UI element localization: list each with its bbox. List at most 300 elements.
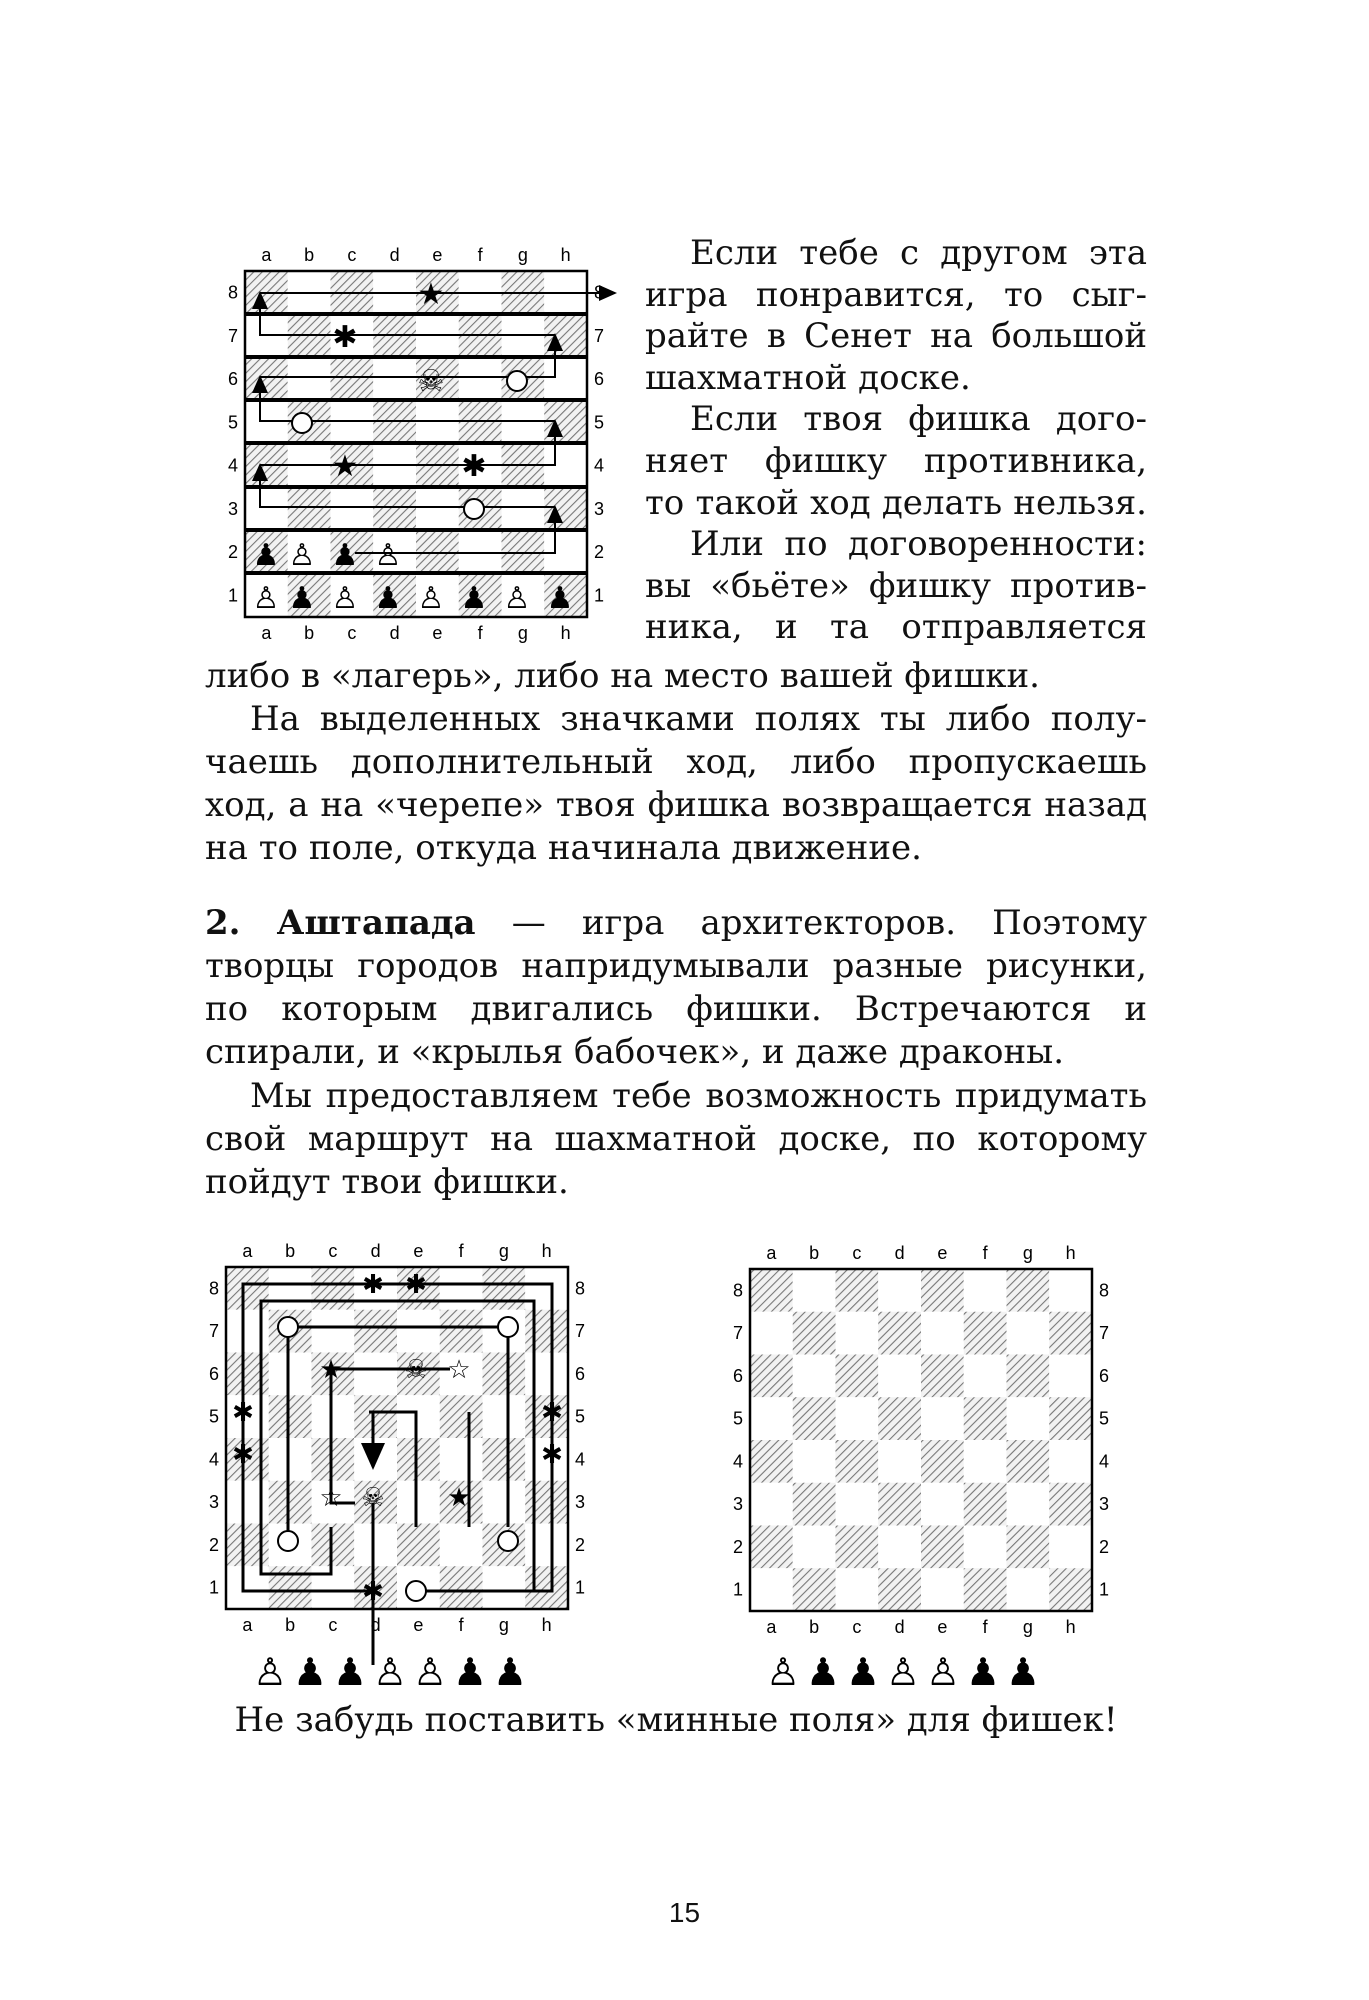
right-pawn-row — [763, 1645, 1063, 1695]
dark-square — [750, 1269, 793, 1312]
coordinate-label: h — [541, 1615, 552, 1635]
text-line: ника, и та отправляется — [645, 607, 1147, 648]
coordinate-label: 3 — [732, 1494, 744, 1515]
coordinate-label: 5 — [732, 1408, 744, 1429]
coordinate-label: 4 — [1098, 1451, 1110, 1472]
light-square — [397, 1310, 440, 1353]
star-icon: ★ — [447, 1482, 471, 1512]
asterisk-icon: ✱ — [541, 1397, 563, 1427]
dark-square — [878, 1568, 921, 1611]
coordinate-label: f — [982, 1617, 988, 1637]
dark-square — [921, 1440, 964, 1483]
light-square — [878, 1440, 921, 1483]
text-line: спирали, и «крылья бабочек», и даже драконы. — [205, 1032, 1065, 1072]
text-line: шахматной доске. — [645, 357, 971, 398]
coordinate-label: 5 — [593, 412, 605, 433]
text-line: вы «бьёте» фишку против- — [645, 565, 1147, 606]
text-line: Если тебе с другом эта — [690, 233, 1147, 273]
light-square — [269, 1353, 312, 1396]
dark-square — [921, 1526, 964, 1569]
coordinate-label: 6 — [593, 369, 605, 390]
asterisk-icon: ✱ — [332, 321, 358, 354]
light-square — [544, 358, 587, 401]
caption: Не забудь поставить «минные поля» для фишек! — [234, 1700, 1118, 1740]
coordinate-label: 1 — [574, 1577, 586, 1598]
dark-square — [793, 1568, 836, 1611]
coordinate-label: 7 — [574, 1321, 586, 1342]
light-square — [269, 1267, 312, 1310]
coordinate-label: 7 — [208, 1321, 220, 1342]
dark-square — [964, 1568, 1007, 1611]
black-pawn-icon: ♟ — [331, 539, 359, 572]
coordinate-label: h — [541, 1241, 552, 1261]
text-line: то такой ход делать нельзя. — [645, 482, 1147, 523]
coordinate-label: e — [432, 245, 443, 265]
coordinate-label: c — [328, 1241, 338, 1261]
light-square — [836, 1568, 879, 1611]
special-squares-paragraph — [205, 698, 1147, 870]
white-pawn-icon: ♙ — [252, 1652, 288, 1694]
text-line: свой маршрут на шахматной доске, по которому — [205, 1119, 1147, 1159]
coordinate-label: 5 — [208, 1406, 220, 1427]
light-square — [750, 1568, 793, 1611]
coordinate-label: 2 — [593, 542, 605, 563]
light-square — [1049, 1269, 1092, 1312]
text-line: либо в «лагерь», либо на место вашей фишки. — [205, 656, 1040, 696]
coordinate-label: 1 — [732, 1579, 744, 1600]
coordinate-label: e — [937, 1617, 948, 1637]
coordinate-label: 1 — [227, 585, 239, 606]
light-square — [878, 1269, 921, 1312]
dark-square — [1007, 1355, 1050, 1398]
dark-square — [750, 1355, 793, 1398]
coordinate-label: 1 — [1098, 1579, 1110, 1600]
ashtapada-route-diagram — [200, 1235, 610, 1675]
coordinate-label: 2 — [208, 1534, 220, 1555]
dark-square — [269, 1481, 312, 1524]
dark-square — [312, 1267, 355, 1310]
coordinate-label: 8 — [593, 282, 605, 303]
dark-square — [878, 1312, 921, 1355]
light-square — [440, 1524, 483, 1567]
coordinate-label: e — [937, 1243, 948, 1263]
dark-square — [354, 1395, 397, 1438]
dark-square — [354, 1310, 397, 1353]
coordinate-label: 1 — [208, 1577, 220, 1598]
coordinate-label: d — [370, 1241, 381, 1261]
dark-square — [245, 358, 288, 401]
outline-star-icon: ☆ — [319, 1482, 343, 1512]
light-square — [1049, 1440, 1092, 1483]
dark-square — [544, 401, 587, 444]
light-square — [397, 1481, 440, 1524]
text-line: райте в Сенет на большой — [645, 316, 1147, 357]
coordinate-label: g — [1022, 1617, 1033, 1637]
light-square — [245, 401, 288, 444]
light-square — [921, 1312, 964, 1355]
text-line: чаешь дополнительный ход, либо пропускаешь — [205, 742, 1147, 782]
light-square — [836, 1312, 879, 1355]
coordinate-label: 2 — [574, 1534, 586, 1555]
light-square — [750, 1483, 793, 1526]
white-pawn-icon: ♙ — [885, 1652, 921, 1694]
dark-square — [1049, 1483, 1092, 1526]
dark-square — [440, 1310, 483, 1353]
light-square — [1007, 1568, 1050, 1611]
white-pawn-icon: ♙ — [412, 1652, 448, 1694]
white-pawn-icon: ♙ — [374, 539, 402, 572]
black-pawn-icon: ♟ — [492, 1652, 528, 1694]
dark-square — [483, 1267, 526, 1310]
coordinate-label: 4 — [593, 455, 605, 476]
light-square — [1049, 1355, 1092, 1398]
circle-icon — [292, 413, 312, 433]
section-title: Аштапада — [276, 903, 476, 943]
text-line: Если твоя фишка дого- — [690, 399, 1147, 440]
coordinate-label: 8 — [208, 1278, 220, 1299]
coordinate-label: a — [766, 1617, 777, 1637]
black-pawn-icon: ♟ — [288, 582, 316, 615]
star-icon: ★ — [331, 450, 359, 483]
dark-square — [483, 1438, 526, 1481]
coordinate-label: 3 — [1098, 1494, 1110, 1515]
light-square — [312, 1310, 355, 1353]
coordinate-label: d — [894, 1243, 905, 1263]
dark-square — [269, 1395, 312, 1438]
dark-square — [1049, 1568, 1092, 1611]
text-line: няет фишку противника, — [645, 440, 1147, 481]
coordinate-label: b — [285, 1615, 296, 1635]
dark-square — [878, 1397, 921, 1440]
text-line — [205, 902, 1147, 945]
coordinate-label: d — [894, 1617, 905, 1637]
light-square — [483, 1481, 526, 1524]
coordinate-label: f — [477, 245, 483, 265]
coordinate-label: 8 — [227, 282, 239, 303]
circle-icon — [498, 1531, 518, 1551]
coordinate-label: 7 — [1098, 1323, 1110, 1344]
dark-square — [921, 1355, 964, 1398]
coordinate-label: 6 — [1098, 1365, 1110, 1386]
text-line: Или по договоренности: — [690, 524, 1147, 565]
senet-board-diagram — [205, 235, 625, 645]
coordinate-label: b — [304, 245, 315, 265]
light-square — [354, 1524, 397, 1567]
ashtapada-paragraph — [205, 902, 1147, 1074]
coordinate-label: h — [560, 623, 571, 643]
dark-square — [525, 1566, 568, 1609]
coordinate-label: 3 — [593, 498, 605, 519]
text-line: игра понравится, то сыг- — [645, 274, 1147, 315]
coordinate-label: c — [328, 1615, 338, 1635]
light-square — [245, 487, 288, 530]
light-square — [964, 1269, 1007, 1312]
light-square — [921, 1397, 964, 1440]
black-pawn-icon: ♟ — [1005, 1652, 1041, 1694]
coordinate-label: c — [852, 1243, 862, 1263]
text-line: На выделенных значками полях ты либо полу- — [250, 699, 1147, 739]
light-square — [793, 1526, 836, 1569]
coordinate-label: b — [285, 1241, 296, 1261]
text-line: Мы предоставляем тебе возможность придумать — [250, 1076, 1147, 1116]
light-square — [964, 1355, 1007, 1398]
coordinate-label: 4 — [227, 455, 239, 476]
light-square — [483, 1566, 526, 1609]
coordinate-label: f — [458, 1615, 464, 1635]
board-squares — [750, 1269, 1092, 1611]
light-square — [354, 1438, 397, 1481]
outline-star-icon: ☆ — [447, 1354, 471, 1384]
coordinate-label: a — [261, 623, 272, 643]
dark-square — [440, 1566, 483, 1609]
light-square — [502, 401, 545, 444]
coordinate-label: 1 — [593, 585, 605, 606]
coordinate-label: a — [261, 245, 272, 265]
coordinate-label: e — [413, 1241, 424, 1261]
dark-square — [1007, 1440, 1050, 1483]
dark-square — [397, 1438, 440, 1481]
dark-square — [1007, 1269, 1050, 1312]
light-square — [793, 1269, 836, 1312]
coordinate-label: a — [766, 1243, 777, 1263]
skull-icon: ☠ — [361, 1482, 385, 1512]
section-number: 2. — [205, 903, 241, 943]
light-square — [878, 1355, 921, 1398]
text-line: по которым двигались фишки. Встречаются и — [205, 989, 1147, 1029]
coordinate-label: 5 — [227, 412, 239, 433]
circle-icon — [406, 1581, 426, 1601]
dark-square — [483, 1353, 526, 1396]
coordinate-label: 6 — [227, 369, 239, 390]
asterisk-icon: ✱ — [362, 1269, 384, 1299]
asterisk-icon: ✱ — [232, 1397, 254, 1427]
dark-square — [459, 401, 502, 444]
coordinate-label: 2 — [1098, 1536, 1110, 1557]
white-pawn-icon: ♙ — [417, 582, 445, 615]
black-pawn-icon: ♟ — [252, 539, 280, 572]
board-squares — [226, 1267, 568, 1609]
dark-square — [525, 1310, 568, 1353]
route-paragraph — [205, 1075, 1147, 1204]
asterisk-icon: ✱ — [362, 1576, 384, 1606]
coordinate-label: d — [389, 245, 400, 265]
coordinate-label: g — [517, 623, 528, 643]
section-line-rest: — игра архитекторов. Поэтому — [511, 903, 1148, 943]
light-square — [331, 487, 374, 530]
light-square — [312, 1395, 355, 1438]
coordinate-label: 7 — [732, 1323, 744, 1344]
dark-square — [1049, 1397, 1092, 1440]
dark-square — [878, 1483, 921, 1526]
coordinate-label: g — [498, 1241, 509, 1261]
asterisk-icon: ✱ — [405, 1269, 427, 1299]
light-square — [269, 1438, 312, 1481]
light-square — [288, 358, 331, 401]
coordinate-label: b — [809, 1243, 820, 1263]
light-square — [459, 358, 502, 401]
black-pawn-icon: ♟ — [965, 1652, 1001, 1694]
dark-square — [964, 1397, 1007, 1440]
light-square — [750, 1397, 793, 1440]
white-pawn-icon: ♙ — [288, 539, 316, 572]
dark-square — [793, 1397, 836, 1440]
light-square — [836, 1397, 879, 1440]
coordinate-label: 7 — [593, 325, 605, 346]
coordinate-label: h — [560, 245, 571, 265]
light-square — [836, 1483, 879, 1526]
black-pawn-icon: ♟ — [374, 582, 402, 615]
white-pawn-icon: ♙ — [765, 1652, 801, 1694]
coordinate-label: 4 — [208, 1449, 220, 1470]
star-icon: ★ — [319, 1354, 343, 1384]
black-pawn-icon: ♟ — [845, 1652, 881, 1694]
coordinate-label: c — [347, 245, 357, 265]
light-square — [525, 1524, 568, 1567]
coordinate-label: c — [347, 623, 357, 643]
asterisk-icon: ✱ — [541, 1439, 563, 1469]
light-square — [921, 1483, 964, 1526]
asterisk-icon: ✱ — [232, 1439, 254, 1469]
dark-square — [836, 1526, 879, 1569]
light-square — [921, 1568, 964, 1611]
coordinate-label: 2 — [227, 542, 239, 563]
black-pawn-icon: ♟ — [805, 1652, 841, 1694]
light-square — [440, 1267, 483, 1310]
text-line: на то поле, откуда начинала движение. — [205, 828, 922, 868]
coordinate-label: 7 — [227, 325, 239, 346]
dark-square — [836, 1269, 879, 1312]
empty-chess-board — [720, 1235, 1130, 1645]
coordinate-label: b — [304, 623, 315, 643]
light-square — [878, 1526, 921, 1569]
asterisk-icon: ✱ — [461, 450, 487, 483]
light-square — [397, 1395, 440, 1438]
coordinate-label: h — [1065, 1617, 1076, 1637]
coordinate-label: f — [458, 1241, 464, 1261]
coordinate-label: e — [413, 1615, 424, 1635]
coordinate-label: g — [1022, 1243, 1033, 1263]
coordinate-label: 6 — [574, 1363, 586, 1384]
dark-square — [921, 1269, 964, 1312]
black-pawn-icon: ♟ — [546, 582, 574, 615]
coordinate-label: h — [1065, 1243, 1076, 1263]
coordinate-label: g — [517, 245, 528, 265]
dark-square — [373, 487, 416, 530]
light-square — [483, 1395, 526, 1438]
light-square — [1007, 1312, 1050, 1355]
light-square — [416, 487, 459, 530]
coordinate-label: f — [477, 623, 483, 643]
light-square — [525, 1267, 568, 1310]
dark-square — [1049, 1312, 1092, 1355]
coordinate-label: d — [389, 623, 400, 643]
light-square — [373, 358, 416, 401]
coordinate-label: f — [982, 1243, 988, 1263]
light-square — [1049, 1526, 1092, 1569]
dark-square — [312, 1438, 355, 1481]
white-pawn-icon: ♙ — [331, 582, 359, 615]
coordinate-label: g — [498, 1615, 509, 1635]
dark-square — [288, 487, 331, 530]
white-pawn-icon: ♙ — [503, 582, 531, 615]
dark-square — [525, 1481, 568, 1524]
light-square — [416, 401, 459, 444]
circle-icon — [278, 1317, 298, 1337]
dark-square — [750, 1440, 793, 1483]
coordinate-label: 4 — [574, 1449, 586, 1470]
circle-icon — [498, 1317, 518, 1337]
light-square — [1007, 1483, 1050, 1526]
page-number: 15 — [668, 1897, 701, 1928]
light-square — [750, 1312, 793, 1355]
dark-square — [331, 358, 374, 401]
light-square — [793, 1355, 836, 1398]
dark-square — [750, 1526, 793, 1569]
skull-icon: ☠ — [404, 1354, 428, 1384]
light-square — [964, 1440, 1007, 1483]
coordinate-label: 8 — [732, 1280, 744, 1301]
dark-square — [964, 1312, 1007, 1355]
coordinate-label: 4 — [732, 1451, 744, 1472]
coordinate-label: 6 — [732, 1365, 744, 1386]
black-pawn-icon: ♟ — [452, 1652, 488, 1694]
coordinate-label: 8 — [574, 1278, 586, 1299]
dark-square — [964, 1483, 1007, 1526]
text-line: пойдут твои фишки. — [205, 1162, 569, 1202]
coordinate-label: 3 — [208, 1492, 220, 1513]
dark-square — [397, 1524, 440, 1567]
circle-icon — [507, 371, 527, 391]
dark-square — [1007, 1526, 1050, 1569]
circle-icon — [464, 499, 484, 519]
dark-square — [440, 1395, 483, 1438]
coordinate-label: c — [852, 1617, 862, 1637]
white-pawn-icon: ♙ — [925, 1652, 961, 1694]
light-square — [793, 1440, 836, 1483]
white-pawn-icon: ♙ — [252, 582, 280, 615]
text-line: ход, а на «черепе» твоя фишка возвращается назад — [205, 785, 1147, 825]
light-square — [502, 487, 545, 530]
coordinate-label: 6 — [208, 1363, 220, 1384]
dark-square — [793, 1483, 836, 1526]
black-pawn-icon: ♟ — [292, 1652, 328, 1694]
light-square — [1007, 1397, 1050, 1440]
coordinate-label: b — [809, 1617, 820, 1637]
coordinate-label: 5 — [574, 1406, 586, 1427]
dark-square — [544, 487, 587, 530]
light-square — [331, 401, 374, 444]
coordinate-label: e — [432, 623, 443, 643]
text-line: творцы городов напридумывали разные рисунки, — [205, 946, 1147, 986]
dark-square — [836, 1440, 879, 1483]
skull-icon: ☠ — [417, 365, 445, 398]
coordinate-label: a — [242, 1615, 253, 1635]
light-square — [440, 1438, 483, 1481]
light-square — [525, 1353, 568, 1396]
dark-square — [793, 1312, 836, 1355]
star-icon: ★ — [417, 278, 445, 311]
coordinate-label: 5 — [1098, 1408, 1110, 1429]
dark-square — [373, 401, 416, 444]
dark-square — [836, 1355, 879, 1398]
light-square — [354, 1353, 397, 1396]
circle-icon — [278, 1531, 298, 1551]
coordinate-label: 3 — [574, 1492, 586, 1513]
light-square — [964, 1526, 1007, 1569]
white-pawn-icon: ♙ — [372, 1652, 408, 1694]
coordinate-label: 3 — [227, 498, 239, 519]
coordinate-label: 8 — [1098, 1280, 1110, 1301]
